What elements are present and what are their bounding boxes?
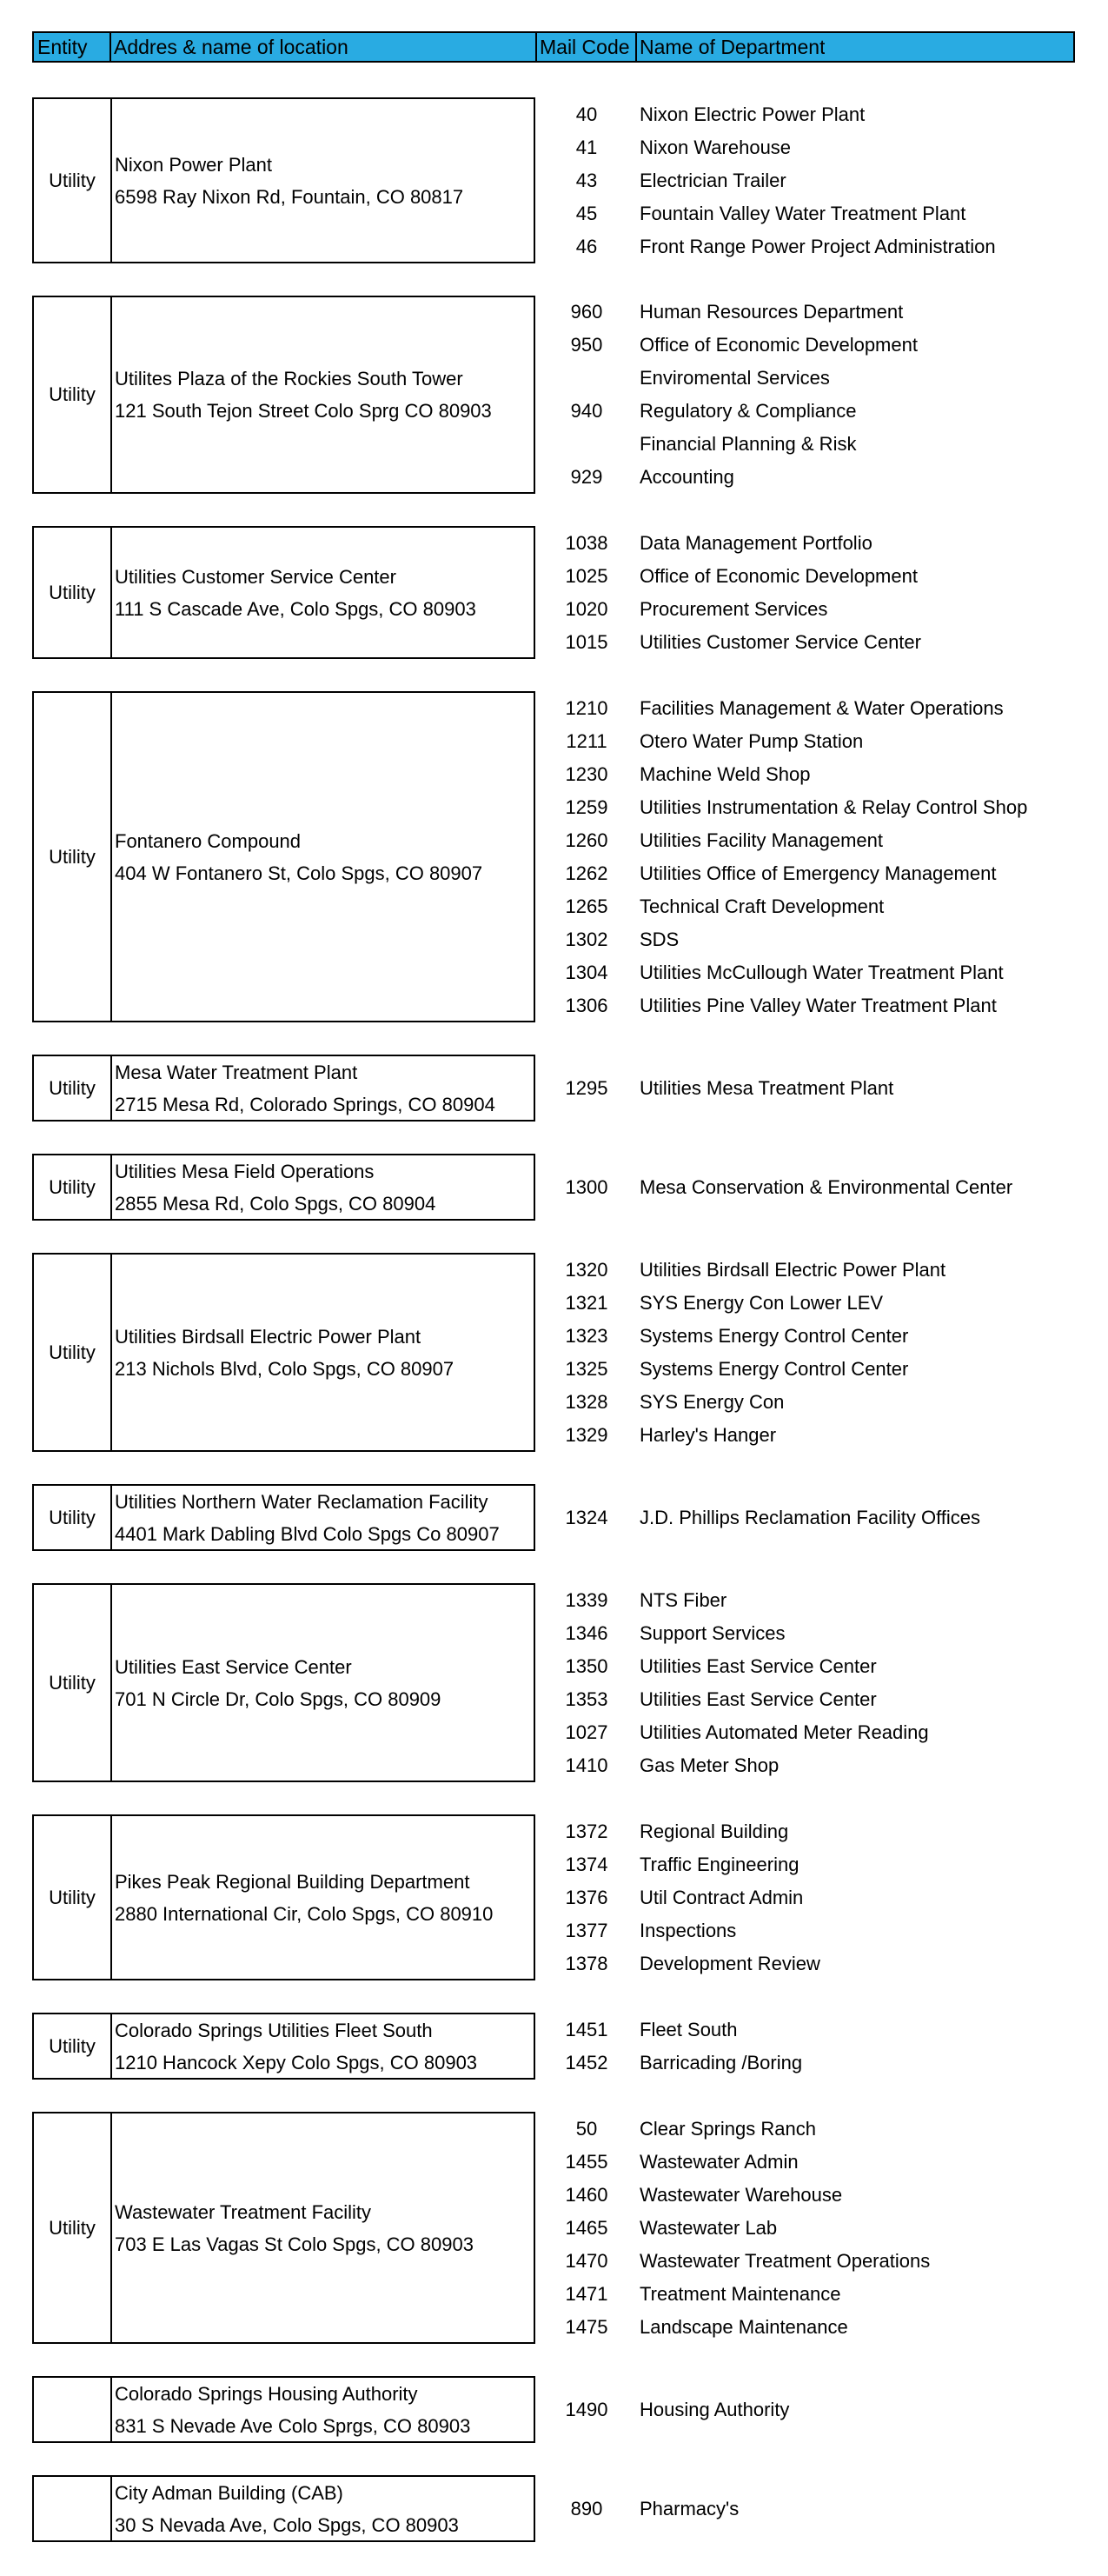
department-name: Clear Springs Ranch [640, 2117, 816, 2140]
department-name: J.D. Phillips Reclamation Facility Offices [640, 1506, 981, 1528]
location-address: 1210 Hancock Xepy Colo Spgs, CO 80903 [115, 2051, 478, 2073]
address-cell [110, 691, 535, 1022]
mail-code: 1295 [565, 1076, 608, 1099]
mail-code: 1262 [565, 862, 608, 884]
department-name: Systems Energy Control Center [640, 1357, 909, 1380]
department-name: Treatment Maintenance [640, 2282, 841, 2305]
department-name: Pharmacy's [640, 2497, 740, 2519]
location-name: Fontanero Compound [115, 829, 302, 852]
location-address: 6598 Ray Nixon Rd, Fountain, CO 80817 [115, 185, 464, 208]
department-name: Office of Economic Development [640, 334, 918, 356]
department-name: Traffic Engineering [640, 1853, 799, 1875]
mail-code: 45 [575, 202, 598, 224]
location-name: Colorado Springs Housing Authority [115, 2382, 418, 2405]
mail-code: 1020 [565, 597, 608, 620]
address-cell [110, 2112, 535, 2344]
mail-code: 40 [575, 103, 598, 125]
header-divider [109, 33, 111, 61]
mail-code: 1372 [565, 1820, 608, 1842]
mail-code: 1323 [565, 1324, 608, 1347]
location-address: 703 E Las Vagas St Colo Spgs, CO 80903 [115, 2233, 474, 2255]
entity-cell: Utility [32, 296, 112, 494]
department-name: Utilities Office of Emergency Management [640, 862, 997, 884]
entity-cell: Utility [32, 2013, 112, 2080]
location-name: City Adman Building (CAB) [115, 2481, 343, 2504]
mail-code: 1475 [565, 2315, 608, 2338]
mail-code: 1300 [565, 1175, 608, 1198]
header-entity: Entity [37, 36, 88, 58]
department-name: SYS Energy Con Lower LEV [640, 1291, 884, 1314]
location-name: Utilities Northern Water Reclamation Facility [115, 1490, 488, 1513]
department-name: Utilities Birdsall Electric Power Plant [640, 1258, 946, 1281]
mail-code: 960 [570, 301, 603, 323]
mail-code: 1410 [565, 1754, 608, 1776]
mail-code: 43 [575, 169, 598, 191]
mail-code: 41 [575, 136, 598, 158]
department-name: Barricading /Boring [640, 2051, 803, 2073]
address-cell [110, 97, 535, 263]
mail-code: 1376 [565, 1886, 608, 1908]
mail-code: 1378 [565, 1952, 608, 1974]
department-name: Wastewater Lab [640, 2216, 778, 2239]
header-department: Name of Department [640, 36, 826, 58]
department-name: Machine Weld Shop [640, 762, 811, 785]
mail-code: 1306 [565, 994, 608, 1016]
department-name: Electrician Trailer [640, 169, 786, 191]
department-name: Mesa Conservation & Environmental Center [640, 1175, 1013, 1198]
mail-code: 1304 [565, 961, 608, 983]
entity-cell: Utility [32, 1253, 112, 1452]
mail-code: 940 [570, 400, 603, 422]
location-address: 701 N Circle Dr, Colo Spgs, CO 80909 [115, 1687, 441, 1710]
entity-cell [32, 2475, 112, 2542]
department-name: Fleet South [640, 2018, 738, 2040]
location-name: Utilities Customer Service Center [115, 565, 396, 588]
header-divider [635, 33, 637, 61]
mail-code: 1027 [565, 1721, 608, 1743]
location-name: Mesa Water Treatment Plant [115, 1061, 358, 1083]
location-address: 831 S Nevade Ave Colo Sprgs, CO 80903 [115, 2414, 471, 2437]
address-cell [110, 1055, 535, 1122]
department-name: Regulatory & Compliance [640, 400, 857, 422]
header-divider [535, 33, 537, 61]
location-address: 2855 Mesa Rd, Colo Spgs, CO 80904 [115, 1192, 436, 1215]
department-name: Utilities Customer Service Center [640, 630, 921, 653]
mail-code: 1353 [565, 1687, 608, 1710]
mail-code: 1471 [565, 2282, 608, 2305]
location-name: Nixon Power Plant [115, 153, 272, 176]
address-cell [110, 1814, 535, 1980]
department-name: Utilities Facility Management [640, 829, 883, 851]
entity-cell [32, 2376, 112, 2443]
mail-code: 1470 [565, 2249, 608, 2272]
mail-code: 1302 [565, 928, 608, 950]
department-name: Fountain Valley Water Treatment Plant [640, 202, 966, 224]
department-name: Accounting [640, 466, 734, 488]
department-name: SDS [640, 928, 680, 950]
location-address: 404 W Fontanero St, Colo Spgs, CO 80907 [115, 862, 483, 884]
mail-code: 1210 [565, 696, 608, 719]
department-name: Regional Building [640, 1820, 789, 1842]
department-name: SYS Energy Con [640, 1390, 785, 1413]
mail-code: 1265 [565, 895, 608, 917]
department-name: Otero Water Pump Station [640, 729, 864, 752]
entity-cell: Utility [32, 1814, 112, 1980]
mail-code: 1324 [565, 1506, 608, 1528]
header-row [32, 31, 1075, 63]
mail-code: 1374 [565, 1853, 608, 1875]
mail-code: 1211 [566, 729, 607, 752]
address-cell [110, 1484, 535, 1551]
entity-cell: Utility [32, 2112, 112, 2344]
mail-code: 1015 [565, 630, 608, 653]
mail-code: 1259 [565, 795, 608, 818]
department-name: Utilities East Service Center [640, 1687, 877, 1710]
department-name: Facilities Management & Water Operations [640, 696, 1004, 719]
address-cell [110, 1154, 535, 1221]
mail-code: 1452 [565, 2051, 608, 2073]
department-name: Harley's Hanger [640, 1423, 777, 1446]
mail-code: 1325 [565, 1357, 608, 1380]
department-name: Data Management Portfolio [640, 531, 872, 554]
mail-code: 1465 [565, 2216, 608, 2239]
department-name: Technical Craft Development [640, 895, 885, 917]
location-address: 111 S Cascade Ave, Colo Spgs, CO 80903 [115, 597, 476, 620]
department-name: Wastewater Warehouse [640, 2183, 843, 2206]
department-name: Support Services [640, 1621, 786, 1644]
location-address: 30 S Nevada Ave, Colo Spgs, CO 80903 [115, 2513, 459, 2536]
location-name: Utilities Birdsall Electric Power Plant [115, 1325, 421, 1348]
address-cell [110, 296, 535, 494]
mail-code: 1490 [565, 2398, 608, 2420]
department-name: Inspections [640, 1919, 737, 1941]
location-name: Pikes Peak Regional Building Department [115, 1870, 470, 1893]
mail-code: 929 [570, 466, 603, 488]
mail-code: 950 [570, 334, 603, 356]
mail-code: 50 [575, 2117, 598, 2140]
mail-code: 1455 [565, 2150, 608, 2173]
entity-cell: Utility [32, 1055, 112, 1122]
mail-code: 1260 [565, 829, 608, 851]
address-cell [110, 1253, 535, 1452]
mail-code: 1377 [565, 1919, 608, 1941]
address-cell [110, 2013, 535, 2080]
location-address: 4401 Mark Dabling Blvd Colo Spgs Co 80907 [115, 1522, 500, 1545]
department-name: Utilities Automated Meter Reading [640, 1721, 929, 1743]
mail-code: 890 [570, 2497, 603, 2519]
mail-code: 1346 [565, 1621, 608, 1644]
address-cell [110, 2376, 535, 2443]
mail-code: 1329 [565, 1423, 608, 1446]
address-cell [110, 1583, 535, 1782]
department-name: Landscape Maintenance [640, 2315, 848, 2338]
department-name: Utilities East Service Center [640, 1654, 877, 1677]
address-cell [110, 2475, 535, 2542]
department-name: Wastewater Admin [640, 2150, 799, 2173]
entity-cell: Utility [32, 1583, 112, 1782]
mail-code: 1328 [565, 1390, 608, 1413]
department-name: Utilities Pine Valley Water Treatment Plant [640, 994, 997, 1016]
department-name: Office of Economic Development [640, 564, 918, 587]
department-name: Front Range Power Project Administration [640, 235, 996, 257]
department-name: NTS Fiber [640, 1588, 727, 1611]
department-name: Financial Planning & Risk [640, 433, 857, 455]
mail-code: 1320 [565, 1258, 608, 1281]
mail-code: 1025 [565, 564, 608, 587]
department-name: Procurement Services [640, 597, 828, 620]
header-address: Addres & name of location [114, 36, 348, 58]
mail-code: 1339 [565, 1588, 608, 1611]
location-name: Utilities Mesa Field Operations [115, 1160, 375, 1182]
mail-code: 1230 [565, 762, 608, 785]
department-name: Utilities Instrumentation & Relay Control Shop [640, 795, 1028, 818]
mail-code: 1460 [565, 2183, 608, 2206]
department-name: Util Contract Admin [640, 1886, 804, 1908]
location-name: Utilites Plaza of the Rockies South Tower [115, 368, 463, 389]
mail-code: 46 [575, 235, 598, 257]
department-name: Nixon Warehouse [640, 136, 792, 158]
department-name: Utilities Mesa Treatment Plant [640, 1076, 894, 1099]
header-mail-code: Mail Code [540, 36, 630, 58]
entity-cell: Utility [32, 97, 112, 263]
location-address: 121 South Tejon Street Colo Sprg CO 80903 [115, 400, 492, 422]
entity-cell: Utility [32, 691, 112, 1022]
location-name: Utilities East Service Center [115, 1655, 352, 1678]
department-name: Systems Energy Control Center [640, 1324, 909, 1347]
department-name: Enviromental Services [640, 367, 830, 389]
mail-code: 1038 [565, 531, 608, 554]
mail-code: 1451 [565, 2018, 608, 2040]
mail-code: 1350 [565, 1654, 608, 1677]
department-name: Utilities McCullough Water Treatment Plant [640, 961, 1004, 983]
department-name: Gas Meter Shop [640, 1754, 780, 1776]
department-name: Wastewater Treatment Operations [640, 2249, 931, 2272]
location-address: 2880 International Cir, Colo Spgs, CO 80910 [115, 1902, 494, 1925]
entity-cell: Utility [32, 1484, 112, 1551]
department-name: Human Resources Department [640, 301, 904, 323]
location-address: 213 Nichols Blvd, Colo Spgs, CO 80907 [115, 1357, 454, 1380]
location-name: Colorado Springs Utilities Fleet South [115, 2019, 433, 2041]
address-cell [110, 526, 535, 659]
entity-cell: Utility [32, 1154, 112, 1221]
department-name: Housing Authority [640, 2398, 790, 2420]
entity-cell: Utility [32, 526, 112, 659]
location-address: 2715 Mesa Rd, Colorado Springs, CO 80904 [115, 1093, 495, 1115]
location-name: Wastewater Treatment Facility [115, 2200, 372, 2223]
department-name: Development Review [640, 1952, 820, 1974]
department-name: Nixon Electric Power Plant [640, 103, 866, 125]
mail-code: 1321 [565, 1291, 608, 1314]
